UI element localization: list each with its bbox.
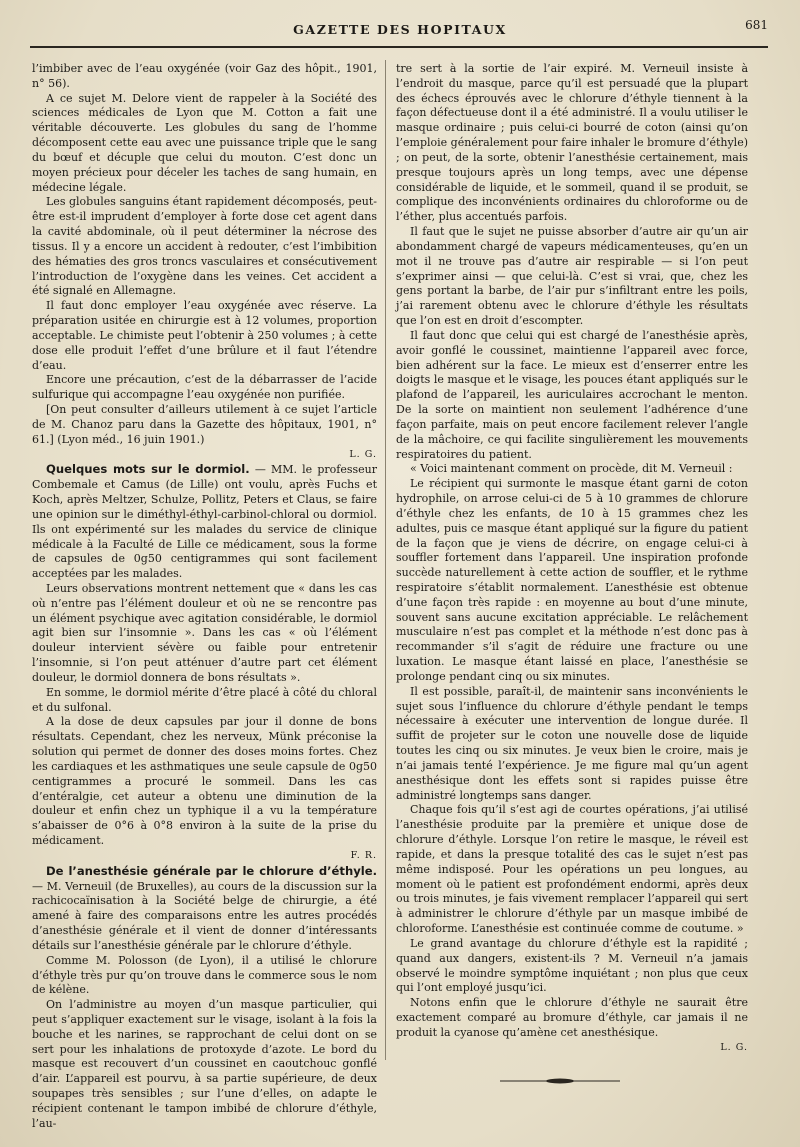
paragraph: Le grand avantage du chlorure d’éthyle est la rapidité ; quand aux dangers, existent-ils ? M. Verneuil n’a jamais observé le moindre symptôme inquiétant ; non plus que ceux qui l’ont employé jusqu’ici. — [396, 936, 748, 995]
signature: L. G. — [720, 1041, 748, 1053]
column-divider — [385, 60, 386, 1060]
paragraph: Il faut que le sujet ne puisse absorber d’autre air qu’un air abondamment chargé de vapeurs médicamenteuses, qu’en un mot il ne trouve pas d’autre air respirable — si l’on peut s’exprimer ainsi — que celui-là. C’est si vrai, que, chez les gens portant la barbe, de l’air pur s’infiltrant entre les poils, j’ai rarement obtenu avec le chlorure d’éthyle les résultats que l’on est en droit d’escompter. — [396, 225, 748, 328]
paragraph: Le récipient qui surmonte le masque étant garni de coton hydrophile, on arrose celui-ci de 5 à 10 grammes de chlorure d’éthyle chez les enfants, de 10 à 15 grammes chez les adultes, puis ce masque étant appliqué sur la figure du patient de la façon que je viens de décrire, on engage celui-ci à souffler fortement dans l’appareil. Une inspiration profonde succède naturellement à cette action de souffler, et le rythme respiratoire s’établit normalement. L’anesthésie est obtenue d’une façon très rapide : en moyenne au bout d’une minute, souvent sans aucune excitation appréciable. Le relâchement musculaire n’est pas complet et la méthode n’est donc pas à recommander s’il s’agit de réduire une fracture ou une luxation. Le masque étant laissé en place, l’anesthésie se prolonge pendant cinq ou six minutes. — [396, 477, 748, 683]
paragraph: Il faut donc que celui qui est chargé de l’anesthésie après, avoir gonflé le coussinet, maintienne l’appareil avec force, bien adhérent sur la face. Le mieux est d’enserrer entre les doigts le masque et le visage, les pouces étant appliqués sur le plafond de l’appareil, les auriculaires accrochant le menton. De la sorte on maintient non seulement l’adhérence d’une façon parfaite, mais on peut encore facilement relever l’angle de la mâchoire, ce qui facilite singulièrement les mouvements respiratoires du patient. — [396, 328, 748, 461]
right-column — [396, 62, 748, 1055]
paragraph: Encore une précaution, c’est de la débarrasser de l’acide sulfurique qui accompagne l’eau oxygénée non purifiée. — [32, 373, 377, 402]
end-ornament — [500, 1077, 620, 1085]
page-number: 681 — [745, 18, 768, 32]
journal-title: GAZETTE DES HOPITAUX — [293, 22, 507, 37]
article-lead: — MM. le professeur Combemale et Camus (de Lille) ont voulu, après Fuchs et Koch, après Meltzer, Schulze, Pollitz, Peters et Claus, se faire une opinion sur le diméthyl-éthyl-carbinol-chloral ou dormiol. Ils ont expérimenté sur les malades du service de clinique médicale à la Faculté de Lille ce médicament, sous la forme de capsules de 0g50 centigrammes qui sont facilement acceptées par les malades. — [32, 463, 377, 581]
paragraph: tre sert à la sortie de l’air expiré. M. Verneuil insiste à l’endroit du masque, parce qu’il est persuadé que la plupart des échecs éprouvés avec le chlorure d’éthyle tiennent à la façon défectueuse dont il a été administré. Il a voulu utiliser le masque ordinaire ; puis celui-ci bourré de coton (ainsi qu’on l’emploie généralement pour faire inhaler le bromure d’éthyle) ; on peut, de la sorte, obtenir l’anesthésie certainement, mais presque toujours après un long temps, avec une dépense considérable de liquide, et le sommeil, quand il se produit, se complique des inconvénients ordinaires du chloroforme ou de l’éther, plus accentués parfois. — [396, 62, 748, 224]
paragraph: A la dose de deux capsules par jour il donne de bons résultats. Cependant, chez les nerveux, Münk préconise la solution qui permet de donner des doses moins fortes. Chez les cardiaques et les asthmatiques une seule capsule de 0g50 centigrammes a procuré le sommeil. Dans les cas d’entéralgie, cet auteur a obtenu une diminution de la douleur et enfin chez un typhique il a vu la température s’abaisser de 0°6 à 0°8 environ à la suite de la prise du médicament. — [32, 715, 377, 848]
paragraph: l’imbiber avec de l’eau oxygénée (voir Gaz des hôpit., 1901, n° 56). — [32, 62, 377, 90]
paragraph: Chaque fois qu’il s’est agi de courtes opérations, j’ai utilisé l’anesthésie produite par la première et unique dose de chlorure d’éthyle. Lorsque l’on retire le masque, le réveil est rapide, et dans la presque totalité des cas le sujet n’est pas même indisposé. Pour les opérations un peu longues, au moment où le patient est profondément endormi, après deux ou trois minutes, je fais vivement remplacer l’appareil qui sert à administrer le chlorure d’éthyle par un masque imbibé de chloroforme. L’anesthésie est continuée comme de coutume. » — [396, 803, 748, 936]
paragraph: [On peut consulter d’ailleurs utilement à ce sujet l’article de M. Chanoz paru dans la Gazette des hôpitaux, 1901, n° 61.] (Lyon méd., 16 juin 1901.) — [32, 403, 377, 446]
paragraph: Comme M. Polosson (de Lyon), il a utilisé le chlorure d’éthyle très pur qu’on trouve dans le commerce sous le nom de kélène. — [32, 953, 377, 997]
paragraph: Notons enfin que le chlorure d’éthyle ne saurait être exactement comparé au bromure d’éthyle, car jamais il ne produit la cyanose qu’amène cet anesthésique. — [396, 996, 748, 1039]
paragraph: A ce sujet M. Delore vient de rappeler à la Société des sciences médicales de Lyon que M. Cotton a fait une véritable découverte. Les globules du sang de l’homme décomposent cette eau avec une puissance triple que le sang du bœuf et décuple que celui du mouton. C’est donc un moyen précieux pour déceler les taches de sang humain, en médecine légale. — [32, 91, 377, 194]
signature: F. R. — [350, 849, 377, 861]
paragraph: « Voici maintenant comment on procède, dit M. Verneuil : — [410, 462, 733, 476]
left-column — [32, 62, 377, 1132]
paragraph: Leurs observations montrent nettement que « dans les cas où n’entre pas l’élément douleur et où ne se rencontre pas un élément psychique avec agitation considérable, le dormiol agit bien sur l’insomnie ». Dans les cas « où l’élément douleur intervient sévère ou faible pour entretenir l’insomnie, si l’on peut atténuer d’autre part cet élément douleur, le dormiol donnera de bons résultats ». — [32, 581, 377, 684]
paragraph: En somme, le dormiol mérite d’être placé à côté du chloral et du sulfonal. — [32, 685, 377, 714]
article-headline: De l’anesthésie générale par le chlorure d’éthyle. — [46, 863, 377, 878]
article-headline: Quelques mots sur le dormiol. — [46, 462, 250, 477]
paragraph: Les globules sanguins étant rapidement décomposés, peut-être est-il imprudent d’employer à forte dose cet agent dans la cavité abdominale, où il peut déterminer la nécrose des tissus. Il y a encore un accident à redouter, c’est l’imbibition des hématies des gros troncs vasculaires et consécutivement l’introduction de l’oxygène dans les veines. Cet accident a été signalé en Allemagne. — [32, 195, 377, 298]
header-rule — [30, 46, 768, 48]
paragraph: On l’administre au moyen d’un masque particulier, qui peut s’appliquer exactement sur le visage, isolant à la fois la bouche et les narines, se rapprochant de celui dont on se sert pour les inhalations de protoxyde d’azote. Le bord du masque est recouvert d’un coussinet en caoutchouc gonflé d’air. L’appareil est pourvu, à sa partie supérieure, de deux soupapes très sensibles ; sur l’une d’elles, on adapte le récipient contenant le tampon imbibé de chlorure d’éthyle, l’au- — [32, 998, 377, 1130]
paragraph: Il est possible, paraît-il, de maintenir sans inconvénients le sujet sous l’influence du chlorure d’éthyle pendant le temps nécessaire à exécuter une intervention de longue durée. Il suffit de projeter sur le coton une nouvelle dose de liquide toutes les cinq ou six minutes. Je veux bien le croire, mais je n’ai jamais tenté l’expérience. Je me figure mal qu’un agent anesthésique dont les effets sont si rapides puisse être administré longtemps sans danger. — [396, 684, 748, 802]
paragraph: Il faut donc employer l’eau oxygénée avec réserve. La préparation usitée en chirurgie est à 12 volumes, proportion acceptable. Le chimiste peut l’obtenir à 250 volumes ; à cette dose elle produit l’effet d’une brûlure et il faut l’étendre d’eau. — [32, 299, 377, 372]
article-paragraph — [32, 462, 377, 582]
page-header — [30, 18, 770, 44]
article-lead: — M. Verneuil (de Bruxelles), au cours de la discussion sur la rachicocaïnisation à la Société belge de chirurgie, a été amené à faire des comparaisons entre les autres procédés d’anesthésie générale et il vient de donner d’intéressants détails sur l’anesthésie générale par le chlorure d’éthyle. — [32, 879, 377, 952]
signature: L. G. — [349, 448, 377, 460]
article-paragraph — [32, 864, 377, 954]
